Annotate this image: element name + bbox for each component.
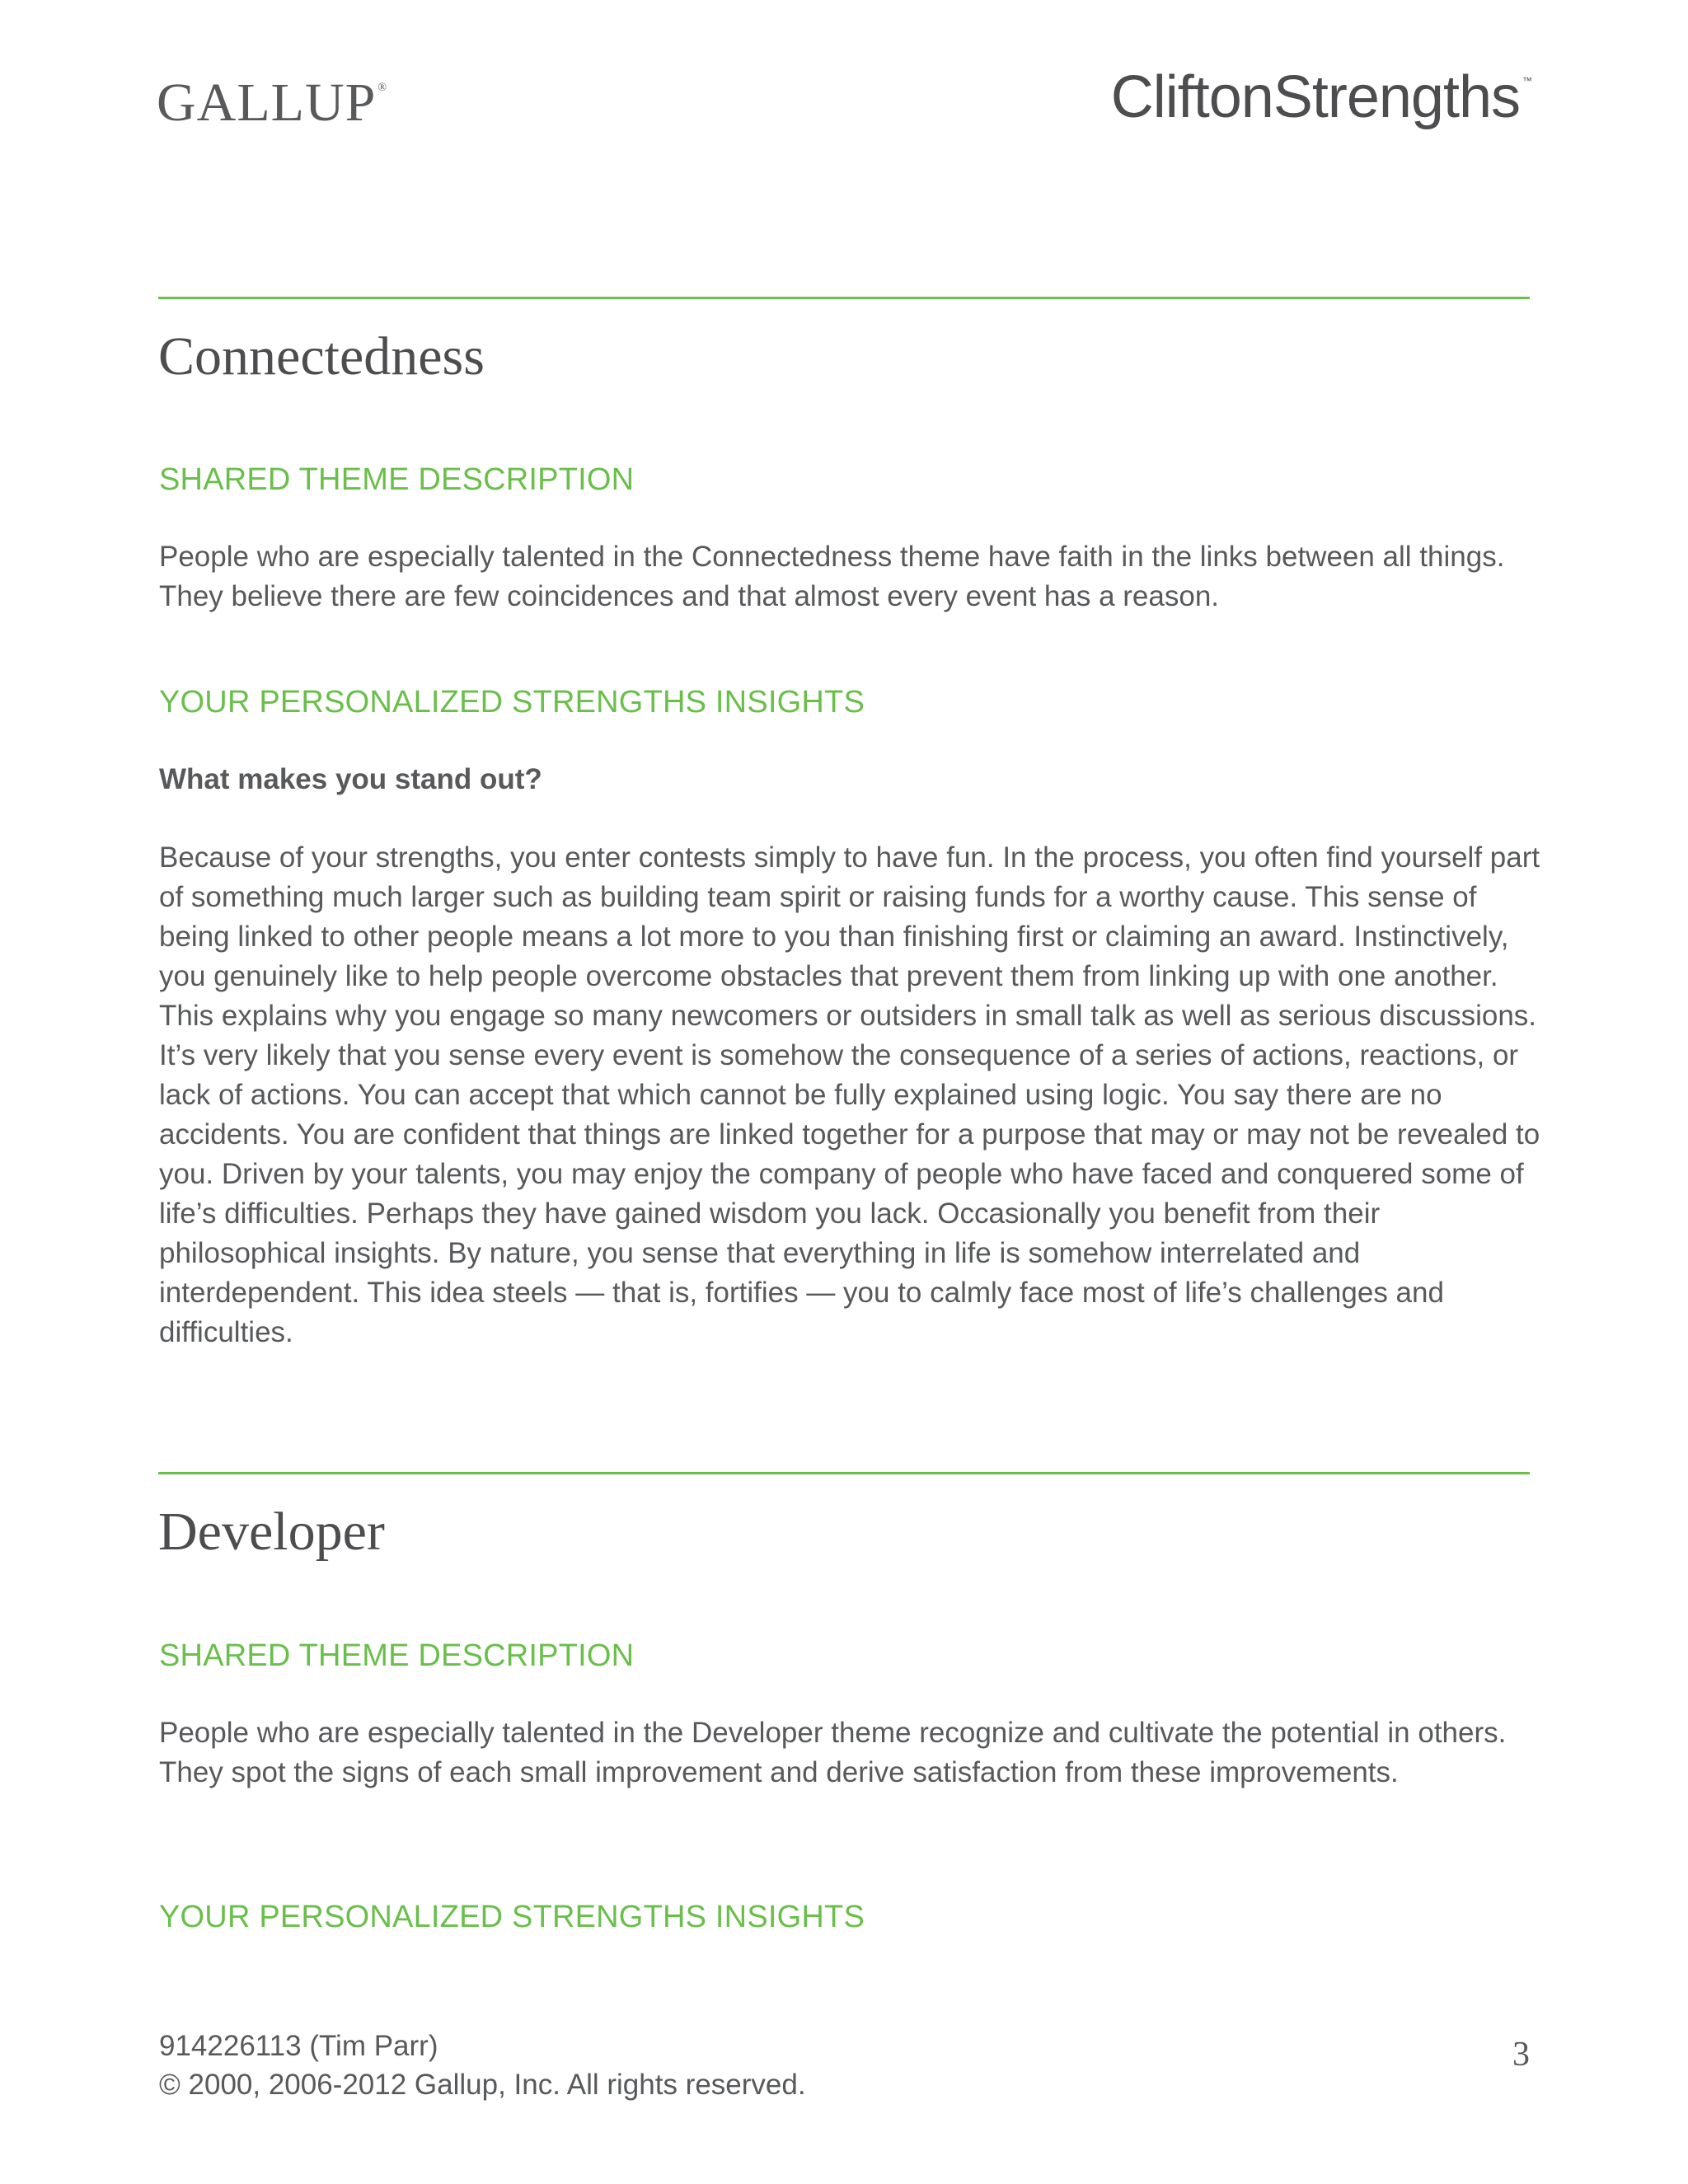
- cliftonstrengths-logo: [1110, 64, 1531, 130]
- page-number: 3: [1512, 2036, 1530, 2074]
- shared-theme-description: People who are especially talented in the Connectedness theme have faith in the links between all things. They believe there are few coincidences and that almost every event has a reason.: [159, 541, 1505, 612]
- shared-theme-heading: SHARED THEME DESCRIPTION: [159, 462, 635, 497]
- registered-mark: ®: [377, 82, 387, 94]
- shared-theme-description: People who are especially talented in the Developer theme recognize and cultivate the potential in others. They spot the signs of each small improvement and derive satisfaction from these improvements.: [159, 1717, 1507, 1788]
- footer-user-id: 914226113 (Tim Parr): [159, 2030, 438, 2062]
- stand-out-question: What makes you stand out?: [159, 763, 542, 795]
- theme-title-connectedness: Connectedness: [158, 326, 485, 387]
- theme-title-developer: Developer: [158, 1502, 385, 1562]
- trademark-mark: ™: [1522, 75, 1531, 87]
- footer-copyright: © 2000, 2006-2012 Gallup, Inc. All rights reserved.: [159, 2069, 806, 2101]
- shared-theme-heading: SHARED THEME DESCRIPTION: [159, 1638, 635, 1673]
- gallup-logo: [157, 73, 387, 133]
- gallup-logo-text: GALLUP: [157, 73, 377, 133]
- personalized-insights-text: Because of your strengths, you enter contests simply to have fun. In the process, you often find yourself part of something much larger such as building team spirit or raising funds for a worthy cause. This sense of being linked to other people means a lot more to you than finishing first or claiming an award. Instinctively, you genuinely like to help people overcome obstacles that prevent them from linking up with one another. This explains why you engage so many newcomers or outsiders in small talk as well as serious discussions. It’s very likely that you sense every event is somehow the consequence of a series of actions, reactions, or lack of actions. You can accept that which cannot be fully explained using logic. You say there are no accidents. You are confident that things are linked together for a purpose that may or may not be revealed to you. Driven by your talents, you may enjoy the company of people who have faced and conquered some of life’s difficulties. Perhaps they have gained wisdom you lack. Occasionally you benefit from their philosophical insights. By nature, you sense that everything in life is somehow interrelated and interdependent. This idea steels — that is, fortifies — you to calmly face most of life’s challenges and difficulties.: [159, 841, 1540, 1348]
- personalized-insights-heading: YOUR PERSONALIZED STRENGTHS INSIGHTS: [159, 1900, 865, 1934]
- personalized-insights-heading: YOUR PERSONALIZED STRENGTHS INSIGHTS: [159, 685, 865, 719]
- section-divider: [158, 1472, 1530, 1474]
- cliftonstrengths-logo-text: CliftonStrengths: [1110, 64, 1520, 130]
- section-divider: [158, 297, 1530, 299]
